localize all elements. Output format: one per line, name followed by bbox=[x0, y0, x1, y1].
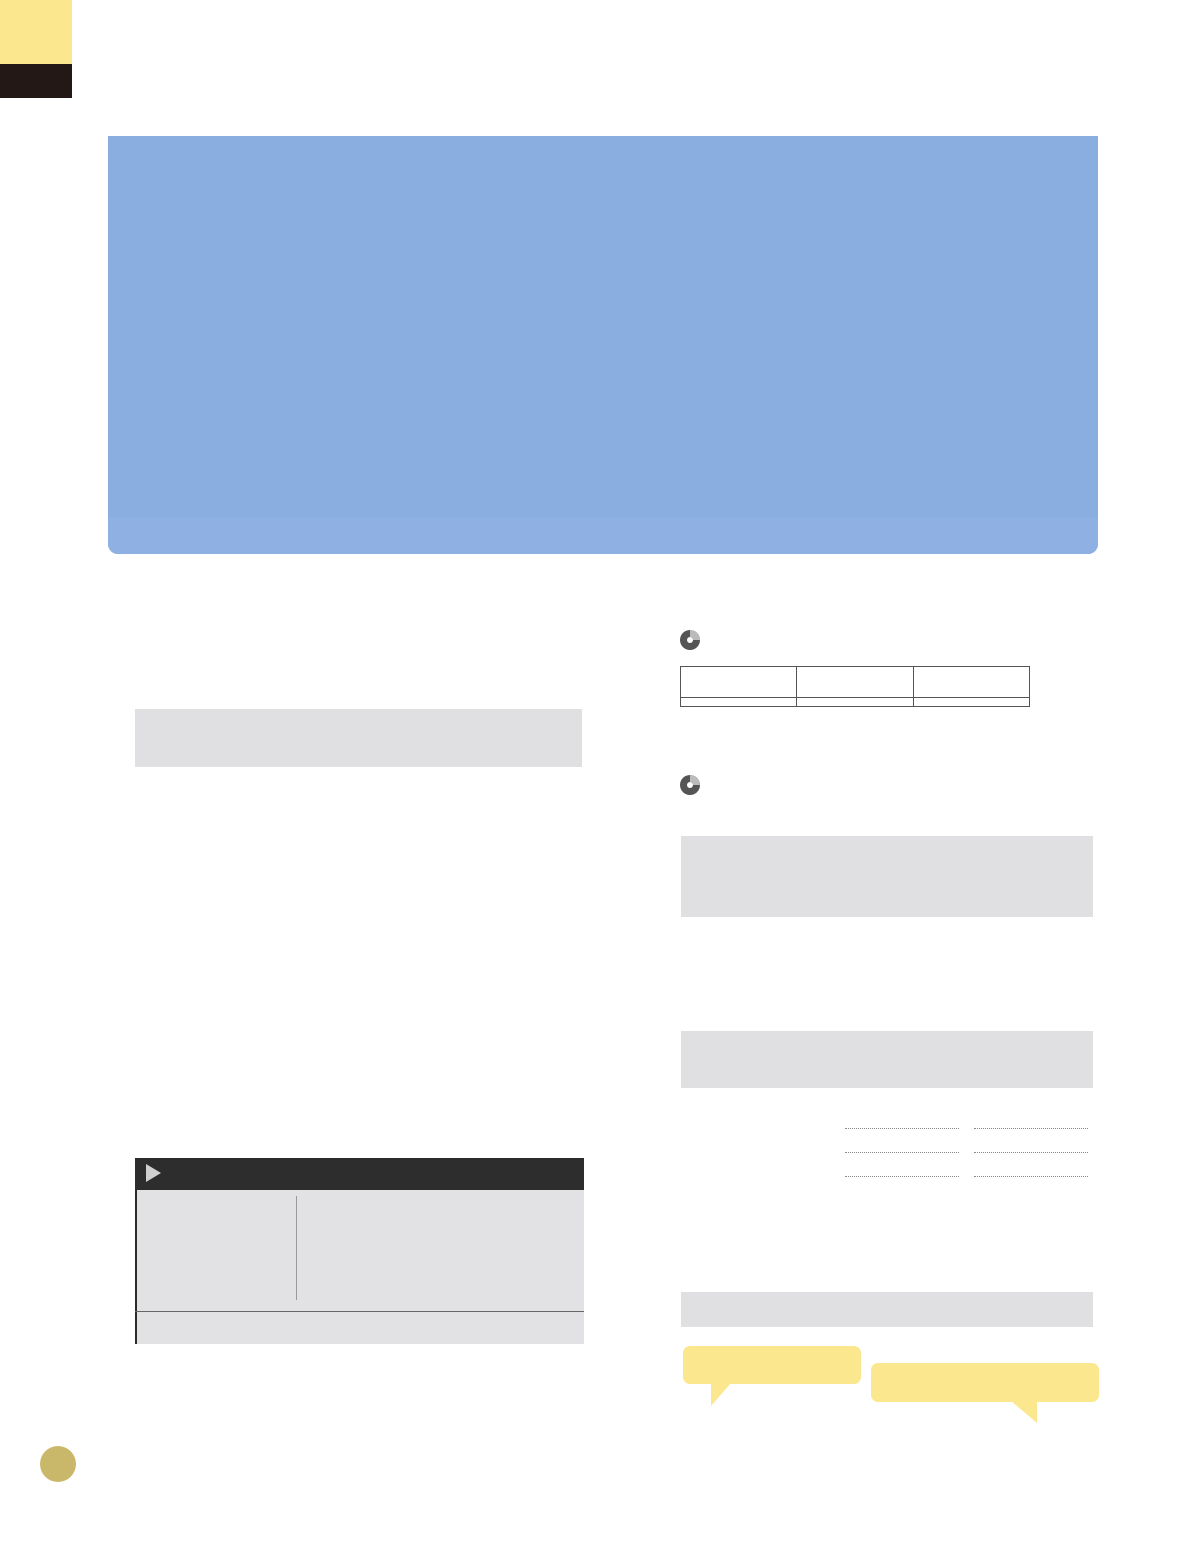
photo-image bbox=[108, 136, 1098, 518]
singular-nouns-box bbox=[681, 836, 1093, 917]
column-header bbox=[913, 667, 1029, 698]
unit-tab-band bbox=[0, 64, 72, 98]
answer-blank[interactable] bbox=[845, 1175, 959, 1177]
photo-caption-bar bbox=[108, 518, 1098, 554]
unit-tab bbox=[0, 0, 72, 64]
answer-blank[interactable] bbox=[974, 1175, 1088, 1177]
pronunciation-table-header-row bbox=[681, 667, 1030, 698]
speech-bubble-answer bbox=[871, 1363, 1099, 1429]
grammar-box-header bbox=[135, 1158, 584, 1190]
answer-blank[interactable] bbox=[974, 1151, 1088, 1153]
column-header bbox=[681, 667, 797, 698]
categories-box bbox=[681, 1292, 1093, 1327]
answer-blank[interactable] bbox=[974, 1127, 1088, 1129]
speech-bubble-question bbox=[683, 1346, 861, 1412]
play-arrow-icon bbox=[146, 1164, 161, 1182]
table-cell bbox=[681, 698, 797, 707]
grammar-box-divider bbox=[296, 1196, 297, 1300]
answer-blank[interactable] bbox=[845, 1127, 959, 1129]
audio-cd-icon bbox=[679, 629, 701, 655]
pronunciation-table bbox=[680, 666, 1030, 707]
pronunciation-table-row bbox=[681, 698, 1030, 707]
photo-la-defense bbox=[108, 136, 1098, 554]
grammar-box-rule bbox=[135, 1311, 584, 1312]
answer-blank[interactable] bbox=[845, 1151, 959, 1153]
color-words-box bbox=[135, 709, 582, 767]
column-header bbox=[797, 667, 913, 698]
audio-cd-icon bbox=[679, 774, 701, 800]
table-cell bbox=[797, 698, 913, 707]
table-cell bbox=[913, 698, 1029, 707]
page-number bbox=[40, 1446, 76, 1482]
expressions-box bbox=[681, 1031, 1093, 1088]
